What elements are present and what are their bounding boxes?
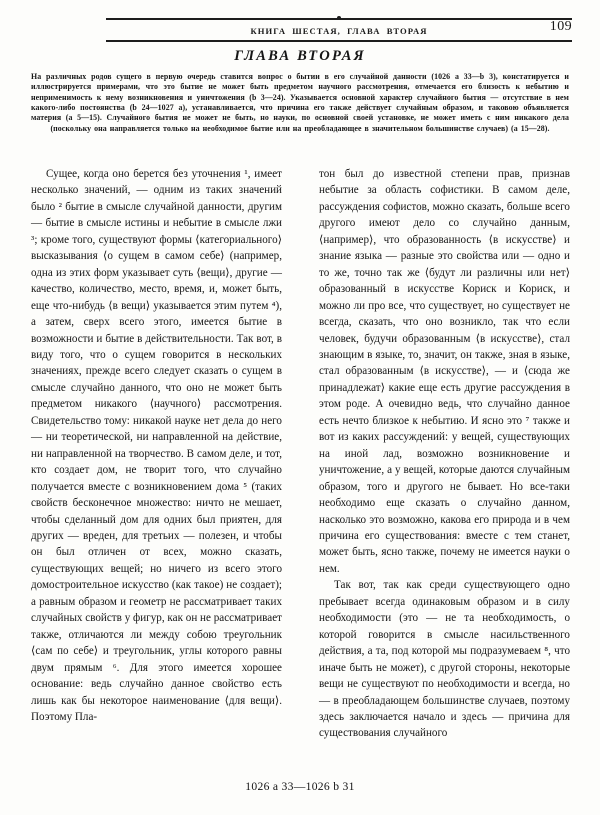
- running-head-title: КНИГА ШЕСТАЯ, ГЛАВА ВТОРАЯ: [250, 26, 428, 36]
- paragraph: тон был до известной степени прав, признав небытие за область софистики. В самом деле, рассуждения софистов, можно сказать, больше всего другого имеют дело со случайно данным, ⟨например⟩, что образованность ⟨в искусстве⟩ и знание языка — разные это свойства или — одно и то же, точно так же ⟨будут ли различны или нет⟩ образованный в искусстве Кориск и Кориск, и можно ли про все, что существует, но существует не всегда, сказать, что оно возникло, так что если человек, будучи образованным ⟨в искусстве⟩, стал знающим в языке, то, значит, он также, зная в языке, стал образованным ⟨в искусстве⟩, — и ⟨сюда же принадлежат⟩ какие еще есть другие рассуждения в этом роде. А очевидно ведь, что случайно данное есть нечто близкое к небытию. И ясно это ⁷ также и вот из каких рассуждений: у вещей, существующих на иной лад, возможно возникновение и уничтожение, а у вещей, которые даются случайным образом, того и другого не бывает. Но все-таки необходимо еще сказать о случайно данном, насколько это возможно, какова его природа и в чем причина его существования: вместе с тем станет, может быть, ясно также, почему не имеется науки о нем.: [319, 168, 570, 575]
- column-right: [319, 166, 570, 766]
- column-left: [31, 166, 282, 766]
- running-head: [28, 18, 572, 40]
- chapter-title: ГЛАВА ВТОРАЯ: [234, 48, 366, 64]
- header-rule-bottom: [106, 40, 572, 42]
- body-columns: [31, 166, 570, 766]
- header-rule-top: [106, 18, 572, 20]
- bekker-reference: 1026 a 33—1026 b 31: [245, 780, 355, 793]
- paragraph: Так вот, так как среди существующего одно пребывает всегда одинаковым образом и в силу необходимости (это — не та необходимость, о которой говорится в смысле насильственного действия, а та, под которой мы подразумеваем ⁸, что иначе быть не может), с другой стороны, некоторые вещи не существуют по необходимости и всегда, но — в преобладающем большинстве случаев, поэтому здесь заключается начало и здесь — причина для существования случайного: [319, 579, 570, 740]
- chapter-synopsis: На различных родов сущего в первую очередь ставится вопрос о бытии в его случайной данности (1026 a 33—b 3), констатируется и иллюстрируется примерами, что это бытие не может быть предметом научного рассмотрения, отмечается его близость к небытию и неприменимость к нему возникновения и уничтожения (b 3—24). Указывается основной характер случайного бытия — отсутствие в нем какого-либо постоянства (b 24—1027 a), устанавливается, что причина его также действует случайным образом, и таковою объявляется материя (a 5—15). Случайного бытия не может не быть, но науки, по основной своей установке, не может иметь с ним никакого дела (поскольку она направляется только на необходимое бытие или на преобладающее в значительном большинстве случаев) (a 15—28).: [31, 72, 569, 133]
- running-head-center: [106, 22, 572, 40]
- page-number: 109: [549, 19, 572, 34]
- paragraph: Сущее, когда оно берется без уточнения ¹, имеет несколько значений, — одним из таких значений было ² бытие в смысле случайной данности, другим — бытие в смысле истины и небытие в смысле лжи ³; кроме того, существуют формы ⟨категориального⟩ высказывания ⟨о сущем в самом себе⟩ (например, одна из этих форм указывает суть ⟨вещи⟩, другие — качество, количество, место, время, и, может быть, еще что-нибудь ⟨в вещи⟩ указывается этим путем ⁴), а затем, сверх всего этого, имеется бытие в возможности и бытие в действительности. Так вот, в виду того, что о сущем говорится в нескольких значениях, прежде всего следует сказать о сущем в смысле случайно данного, что оно не может быть предметом никакого ⟨научного⟩ рассмотрения. Свидетельство тому: никакой науке нет дела до него — ни теоретической, ни направленной на действие, ни направленной на творчество. В самом деле, и тот, кто создает дом, не творит того, что случайно получается вместе с возникновением дома ⁵ (таких свойств бесконечное множество: ничто не мешает, чтобы сделанный дом для одних был приятен, для других — вреден, для третьих — полезен, и чтобы он был отличен от всех, можно сказать, существующих вещей; но ничего из всего этого домостроительное искусство (как такое) не создает); а равным образом и геометр не рассматривает таких случайных свойств у фигур, как он не рассматривает также, отличаются ли между собою треугольник ⟨сам по себе⟩ и треугольник, углы которого равны двум прямым ⁶. Для этого имеется хорошее основание: ведь случайно данное свойство есть лишь как бы некоторое наименование ⟨для вещи⟩. Поэтому Пла-: [31, 168, 283, 723]
